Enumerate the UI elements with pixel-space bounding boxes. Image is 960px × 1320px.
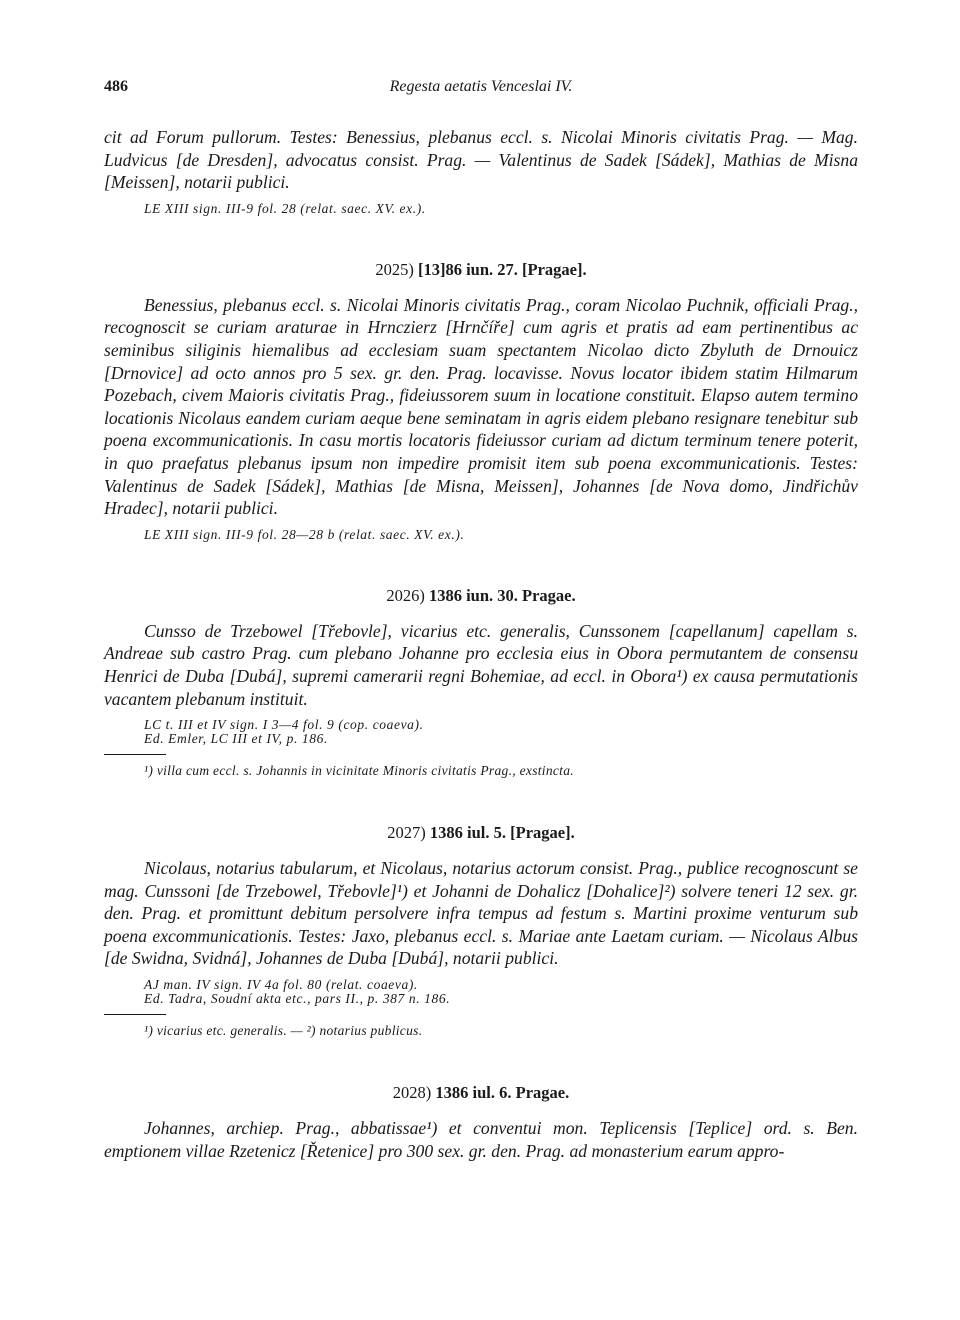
intro-source: LE XIII sign. III-9 fol. 28 (relat. saec. XV. ex.). (144, 200, 426, 216)
entry-source: LC t. III et IV sign. I 3—4 fol. 9 (cop. coaeva). (144, 717, 424, 733)
entry-date: 1386 iul. 5. [Pragae]. (429, 823, 575, 843)
entry-date: 1386 iun. 30. Pragae. (428, 585, 576, 605)
intro-text: cit ad Forum pullorum. Testes: Benessius, plebanus eccl. s. Nicolai Minoris civitatis Prag. — Mag. Ludvicus [de Dresden], advocatus consist. Prag. — Valentinus de Sadek [Sádek], Mathias de Misna [Meissen], notarii publici. (104, 127, 858, 193)
entry-number: 2028) (392, 1083, 432, 1103)
running-title: Regesta aetatis Venceslai IV. (389, 78, 573, 95)
entry-heading (104, 586, 858, 606)
footnote: ¹) vicarius etc. generalis. — ²) notarius publicus. (144, 1023, 423, 1039)
entry-edition: Ed. Tadra, Soudní akta etc., pars II., p. 387 n. 186. (144, 991, 451, 1007)
footnote: ¹) villa cum eccl. s. Johannis in vicinitate Minoris civitatis Prag., exstincta. (144, 763, 574, 779)
entry-text: Nicolaus, notarius tabularum, et Nicolaus, notarius actorum consist. Prag., publice recognoscunt se mag. Cunssoni [de Trzebowel, Třebovle]¹) et Johanni de Dohalicz [Dohalice]²) solvere teneri 12 sex. gr. den. Prag. et promittunt debitum persolvere infra tempus ad festum s. Martini proxime venturum sub poena excommunicationis. Testes: Jaxo, plebanus eccl. s. Mariae ante Laetam curiam. — Nicolaus Albus [de Swidna, Svidná], Johannes de Duba [Dubá], notarii publici. (104, 858, 858, 969)
page-number: 486 (104, 78, 128, 95)
entry-number: 2025) (375, 259, 414, 279)
entry-text: Benessius, plebanus eccl. s. Nicolai Minoris civitatis Prag., coram Nicolao Puchnik, officiali Prag., recognoscit se curiam araturae in Hrnczierz [Hrnčíře] cum agris et pratis ad eam pertinentibus ac seminibus siliginis hiemalibus ad ecclesiam suam spectantem Nicolao dicto Zbyluth de Drnouicz [Drnovice] ad octo annos pro 5 sex. gr. den. Prag. locavisse. Novus locator ibidem statim Hilmarum Pozebach, civem Maioris civitatis Prag., fideiussorem suum in locatione constituit. Elapso autem termino locationis Nicolaus eandem curiam aeque bene seminatam in agris eidem plebano resignare tenebitur sub poena excommunicationis. In casu mortis locatoris fideiussor curiam ad dictum terminum tenere poterit, in quo praefatus plebanus ipsum non impedire promisit item sub poena excommunicationis. Testes: Valentinus de Sadek [Sádek], Mathias [de Misna, Meissen], Johannes [de Nova domo, Jindřichův Hradec], notarii publici. (104, 294, 858, 519)
entry-text: Johannes, archiep. Prag., abbatissae¹) et conventui mon. Teplicensis [Teplice] ord. s. Ben. emptionem villae Rzetenicz [Řetenice] pro 300 sex. gr. den. Prag. ad monasterium earum appro- (104, 1118, 858, 1161)
entry-date: [13]86 iun. 27. [Pragae]. (417, 259, 587, 279)
entry-number: 2026) (386, 585, 425, 605)
entry-heading (104, 1083, 858, 1103)
entry-heading (104, 260, 858, 280)
entry-edition: Ed. Emler, LC III et IV, p. 186. (144, 731, 328, 747)
entry-text: Cunsso de Trzebowel [Třebovle], vicarius etc. generalis, Cunssonem [capellanum] capellam s. Andreae sub castro Prag. cum plebano Johanne pro ecclesia eius in Obora permutantem de consensu Henrici de Duba [Dubá], supremi camerarii regni Bohemiae, ad eccl. in Obora¹) ex causa permutationis vacantem plebanum instituit. (104, 620, 858, 709)
entry-source: LE XIII sign. III-9 fol. 28—28 b (relat. saec. XV. ex.). (144, 526, 465, 542)
entry-date: 1386 iul. 6. Pragae. (435, 1083, 570, 1103)
document-page (104, 78, 858, 1162)
entry-source: AJ man. IV sign. IV 4a fol. 80 (relat. coaeva). (144, 977, 418, 993)
page-header (104, 78, 858, 102)
entry-number: 2027) (387, 823, 426, 843)
entry-heading (104, 823, 858, 843)
